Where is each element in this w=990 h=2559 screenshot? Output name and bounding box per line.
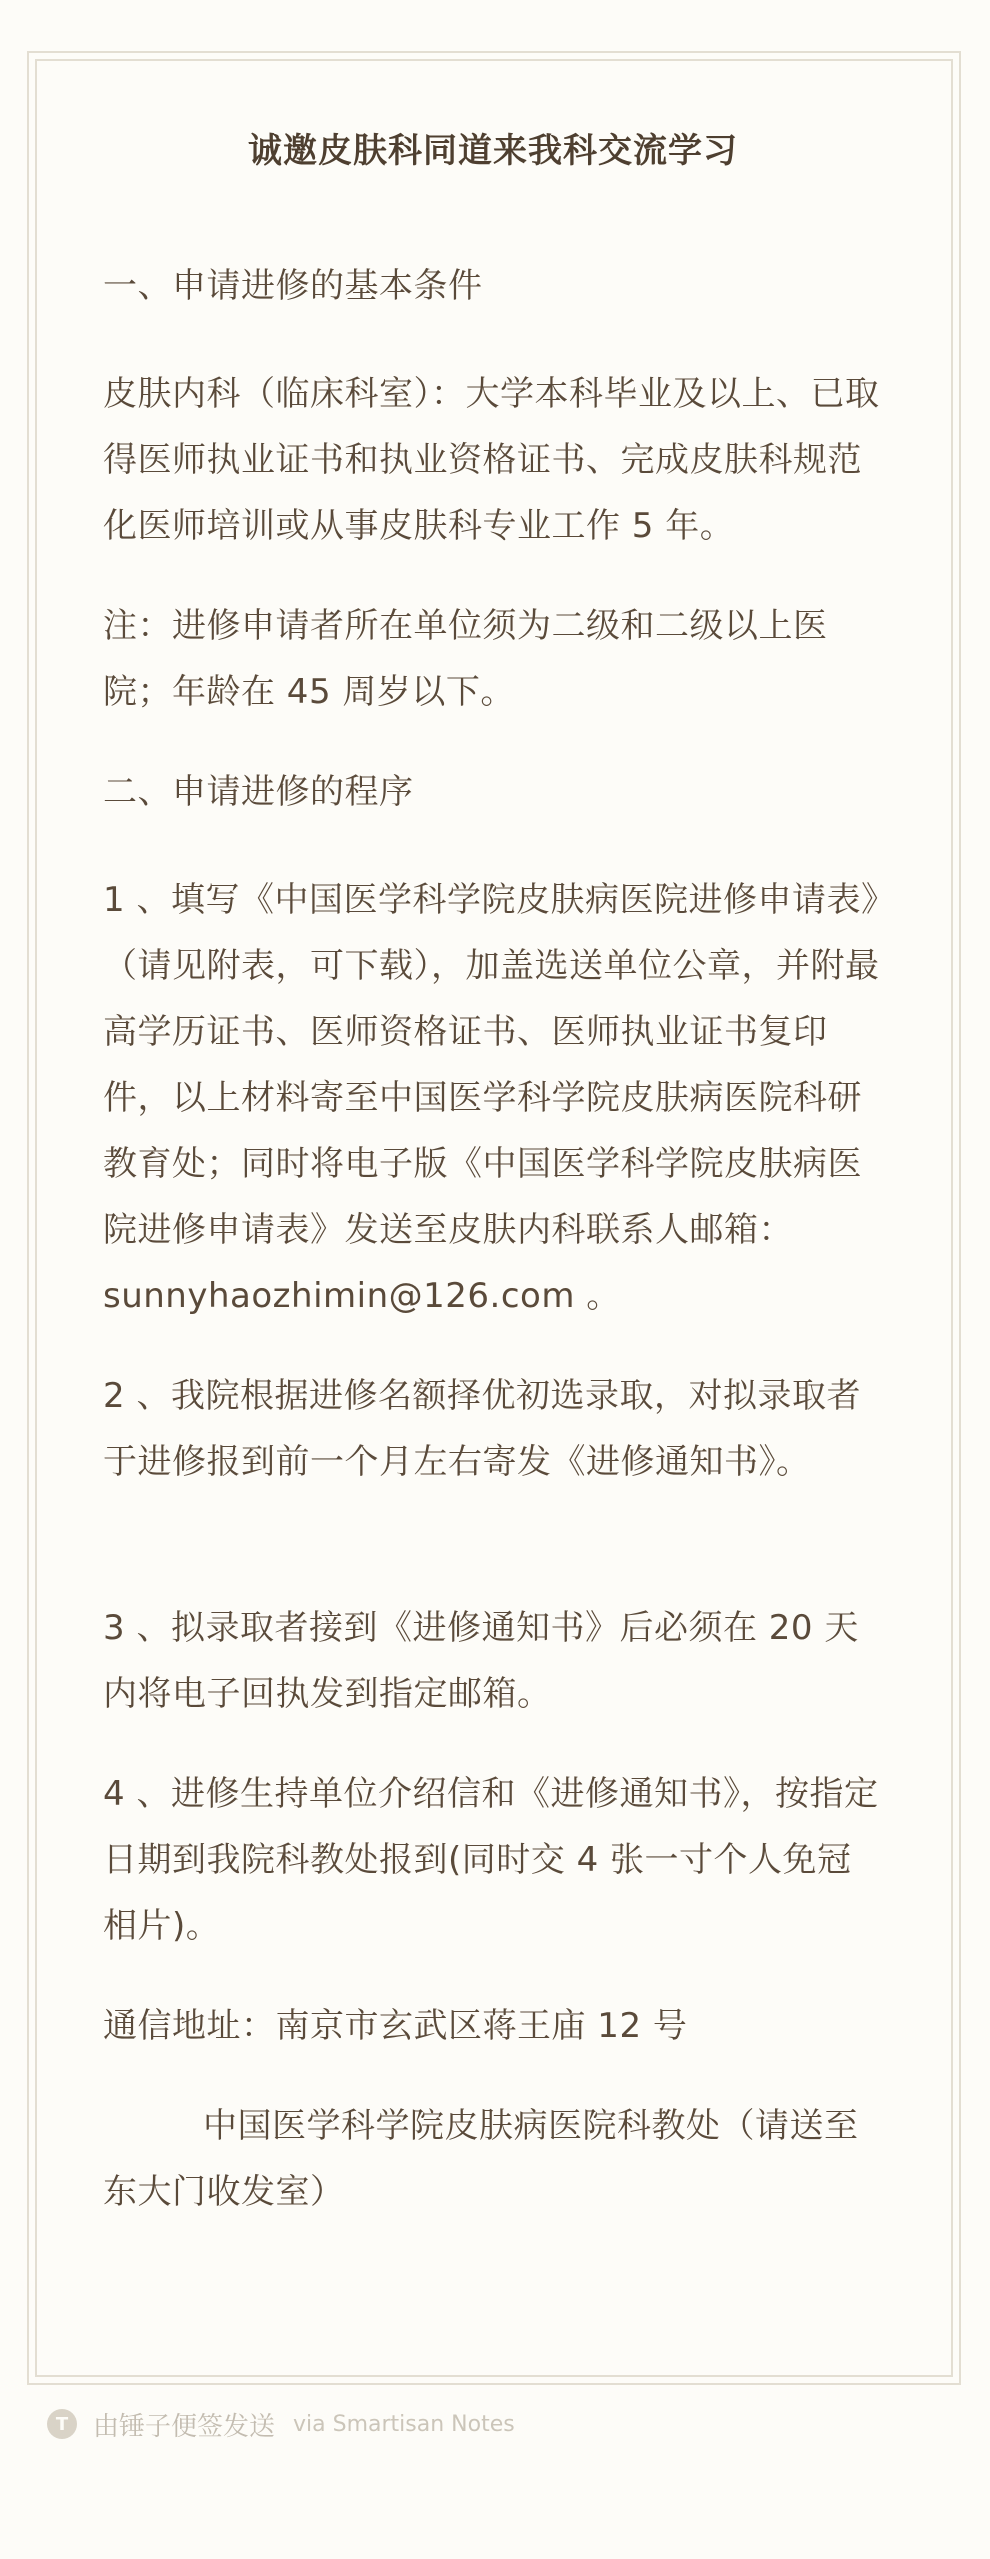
paragraph-address: 通信地址：南京市玄武区蒋王庙 12 号	[103, 2006, 688, 2046]
paragraph-recipient: 中国医学科学院皮肤病医院科教处（请送至东大门收发室）	[103, 2106, 859, 2212]
paragraph-step-4: 4 、进修生持单位介绍信和《进修通知书》，按指定日期到我院科教处报到(同时交 4 张一寸个人免冠相片)。	[103, 1774, 879, 1946]
paragraph-step-3: 3 、拟录取者接到《进修通知书》后必须在 20 天内将电子回执发到指定邮箱。	[103, 1608, 859, 1714]
section-heading-procedure: 二、申请进修的程序	[103, 772, 414, 812]
smartisan-logo-icon: T	[47, 2409, 77, 2439]
note-title: 诚邀皮肤科同道来我科交流学习	[248, 131, 738, 171]
footer-via: via Smartisan Notes	[293, 2411, 515, 2437]
paragraph-step-2: 2 、我院根据进修名额择优初选录取，对拟录取者于进修报到前一个月左右寄发《进修通知书》。	[103, 1376, 861, 1482]
footer-label: 由锤子便签发送	[93, 2411, 276, 2442]
note-body	[103, 115, 883, 2259]
section-heading-basic-conditions: 一、申请进修的基本条件	[103, 266, 483, 306]
paragraph-dermatology-requirements: 皮肤内科（临床科室）：大学本科毕业及以上、已取得医师执业证书和执业资格证书、完成皮肤科规范化医师培训或从事皮肤科专业工作 5 年。	[103, 374, 880, 546]
paragraph-step-1: 1 、填写《中国医学科学院皮肤病医院进修申请表》（请见附表，可下载），加盖选送单位公章，并附最高学历证书、医师资格证书、医师执业证书复印件，以上材料寄至中国医学科学院皮肤病医院科研教育处；同时将电子版《中国医学科学院皮肤病医院进修申请表》发送至皮肤内科联系人邮箱： sunnyhaozhimin@126.com 。	[103, 880, 880, 1316]
smartisan-footer	[47, 2404, 515, 2444]
paragraph-note-eligibility: 注：进修申请者所在单位须为二级和二级以上医院；年龄在 45 周岁以下。	[103, 606, 828, 712]
